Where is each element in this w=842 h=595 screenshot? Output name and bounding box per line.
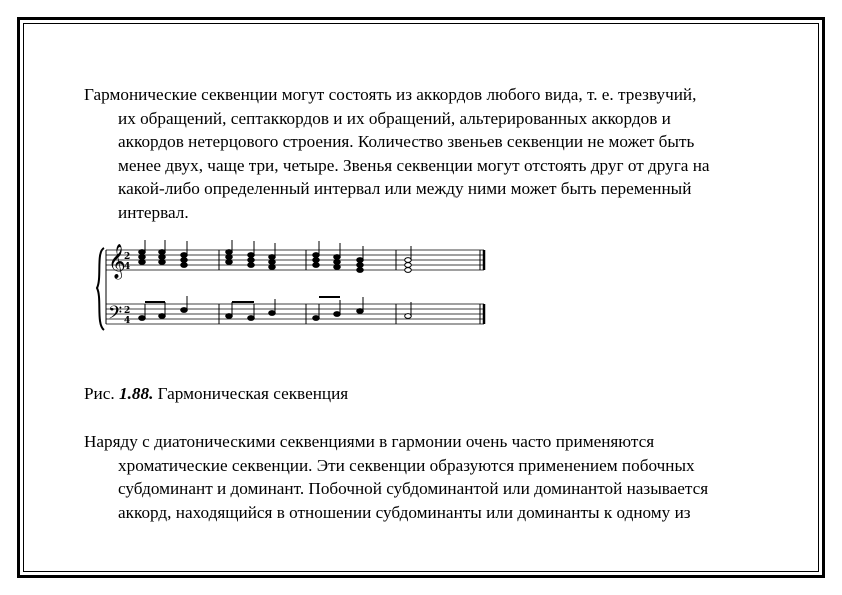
notehead — [159, 250, 166, 255]
text-line: хроматические секвенции. Эти секвенции образуются применением побочных — [118, 455, 695, 475]
text-line: менее двух, чаще три, четыре. Звенья секвенции могут отстоять друг от друга на — [118, 155, 710, 175]
svg-text:2: 2 — [124, 306, 131, 316]
paragraph-sequences-intro — [84, 83, 804, 225]
paragraph-chromatic-sequences — [84, 430, 804, 524]
text-line: какой-либо определенный интервал или между ними может быть переменный — [118, 179, 692, 199]
notehead — [269, 260, 276, 265]
notehead — [139, 255, 146, 260]
notehead — [181, 258, 188, 263]
bass-note — [269, 299, 276, 315]
text-line: аккордов нетерцового строения. Количество звеньев секвенции не может быть — [118, 132, 695, 152]
notehead — [405, 268, 412, 273]
notehead — [181, 263, 188, 268]
notehead — [139, 260, 146, 265]
notehead — [248, 258, 255, 263]
notehead — [405, 314, 412, 319]
time-signature-treble — [124, 252, 130, 272]
notehead — [139, 316, 146, 321]
bass-note — [139, 304, 146, 320]
chord — [313, 241, 320, 267]
notehead — [159, 260, 166, 265]
treble-clef-icon: 𝄞 — [108, 244, 126, 279]
notehead — [357, 258, 364, 263]
notehead — [181, 253, 188, 258]
bass-note — [159, 302, 166, 318]
chord — [159, 240, 166, 264]
text-line: Гармонические секвенции могут состоять из аккордов любого вида, т. е. трезвучий, — [84, 85, 697, 104]
bass-note — [334, 300, 341, 316]
time-signature-bass — [124, 306, 130, 326]
text-line: Наряду с диатоническими секвенциями в гармонии очень часто применяются — [84, 432, 655, 451]
bass-note — [248, 304, 255, 320]
notehead — [405, 263, 412, 268]
svg-text:4: 4 — [124, 316, 131, 326]
bass-clef-icon: 𝄢 — [108, 303, 123, 328]
notehead — [334, 265, 341, 270]
notehead — [181, 308, 188, 313]
notehead — [334, 260, 341, 265]
notehead — [269, 265, 276, 270]
notehead — [357, 263, 364, 268]
notehead — [248, 253, 255, 258]
bass-notes — [139, 296, 412, 320]
notehead — [248, 316, 255, 321]
notehead — [159, 255, 166, 260]
chord — [269, 243, 276, 269]
text-line: аккорд, находящийся в отношении субдоминанты или доминанты к одному из — [118, 502, 691, 522]
notehead — [313, 316, 320, 321]
notehead — [159, 314, 166, 319]
notehead — [226, 250, 233, 255]
notehead — [269, 311, 276, 316]
chord — [334, 243, 341, 269]
notehead — [357, 268, 364, 273]
notehead — [357, 309, 364, 314]
chord — [248, 241, 255, 267]
notehead — [139, 250, 146, 255]
notehead — [226, 255, 233, 260]
music-score-figure — [94, 240, 494, 340]
notehead — [313, 258, 320, 263]
notehead — [405, 258, 412, 263]
chord — [226, 240, 233, 264]
notehead — [248, 263, 255, 268]
bass-note — [405, 302, 412, 318]
figure-caption — [84, 383, 348, 405]
chord — [181, 241, 188, 267]
caption-prefix: Рис. — [84, 384, 119, 403]
notehead — [334, 312, 341, 317]
text-line: субдоминант и доминант. Побочной субдоминантой или доминантой называется — [118, 479, 709, 499]
caption-text: Гармоническая секвенция — [153, 384, 349, 403]
treble-chords — [139, 240, 412, 272]
notehead — [313, 263, 320, 268]
notehead — [334, 255, 341, 260]
bass-note — [226, 302, 233, 318]
chord — [139, 240, 146, 264]
notehead — [226, 260, 233, 265]
bass-note — [357, 297, 364, 313]
bass-note — [313, 304, 320, 320]
notehead — [313, 253, 320, 258]
text-line: их обращений, септаккордов и их обращений, альтерированных аккордов и — [118, 108, 671, 128]
figure-number: 1.88. — [118, 384, 154, 403]
text-line: интервал. — [118, 202, 189, 222]
svg-text:2: 2 — [124, 252, 131, 262]
grand-staff-brace — [97, 248, 104, 330]
notehead — [226, 314, 233, 319]
notehead — [269, 255, 276, 260]
svg-text:4: 4 — [124, 262, 131, 272]
